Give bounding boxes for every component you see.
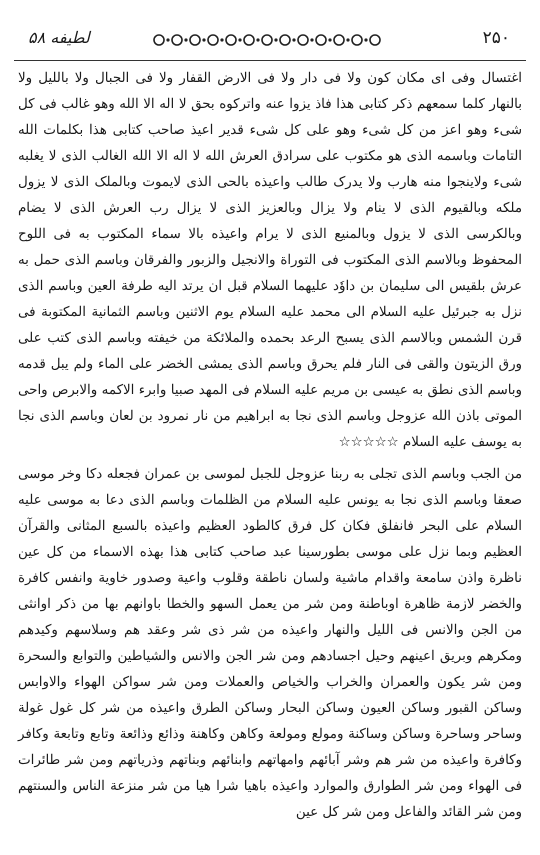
running-title: لطيفه ۵۸: [28, 28, 90, 47]
paragraph-1: اغتسال وفی ای مکان کون ولا فی دار ولا فی الارض القفار ولا فی الجبال ولا باللیل ولا بالنهار کلما سمعهم ذکر کتابی هذا فاذ یزوا عنه واترکوه بحق لا اله الا الله وهو غالب فی کل شیء وهو اعز من کل شیء وهو علی کل شیء قدیر اعیذ صاحب کتابی هذا بکلمات الله التامات وباسمه الذی هو مکتوب علی سرادق العرش الله لا اله الا الله الغالب الذی لا یغلبه شیء ولاینجوا منه هارب ولا یدرک طالب واعیذه بالحی الذی لایموت وبالملک الذی لا یزول ملکه وبالقیوم الذی لا ینام ولا یزال وبالعزیز الذی لا یزال رب العرش الذی لا یضام وبالکرسی الذی لا یزول وبالمنیع الذی لا یرام واعیذه بالا سماء المکتوب به فی اللوح المحفوظ وبالاسم الذی المکتوب فی التوراة والانجیل والزبور والفرقان وباسم الذی حمل به عرش بلقیس الی سلیمان بن داوٗد علیهما السلام قبل ان یرتد الیه طرفة العین وباسم الذی نزل به جبرئیل علیه السلام الی محمد علیه السلام یوم الاثنین وباسم الثمانیة المکتوبة فی قرن الشمس وبالاسم الذی یسبح الرعد بحمده والملائکة من خیفته وباسم الذی کتب علی ورق الزیتون والقی فی النار فلم یحرق وباسم الذی یمشی الخضر علی الماء ولم یبل قدمه وباسم الذی نطق به عیسی بن مریم علیه السلام فی المهد صبیا وابرء الاکمه والابرص واحی الموتی باذن الله عزوجل وباسم الذی نجا به ابراهیم من نار نمرود بن لعان وباسم الذی نجا به یوسف علیه السلام ☆☆☆☆☆: [18, 71, 522, 450]
ornamental-border: [152, 30, 384, 50]
page-header: [0, 22, 540, 58]
body-text: [18, 66, 522, 826]
paragraph-2: من الجب وباسم الذی تجلی به ربنا عزوجل للجبل لموسی بن عمران فجعله دکا وخر موسی صعقا وباسم الذی نجا به یونس علیه السلام من الظلمات وباسم الذی دعا به موسی علیه السلام علی البحر فانفلق فکان کل فرق کالطود العظیم واعیذه بالسبع المثانی والقرآن العظیم وبما نزل علی موسی بطورسینا عبد صاحب کتابی هذا بهذه الاسماء من کل عین ناظرة واذن سامعة واقدام ماشیة ولسان ناطقة وقلوب واعیة وصدور خاویة وانفس کافرة والخضر لازمة ظاهرة اوباطنة ومن شر من یعمل السهو والخطا باوانهم بها من ذکر اوانثی من الجن والانس فی اللیل والنهار واعیذه من شر ذی شر وعقد هم وسلاسهم وکیدهم ومکرهم وبریق اعینهم وحیل اجسادهم ومن شر الجن والانس والشیاطین والتوابع والسحرة ومن شر یکون والعمران والخراب والخیاص والعملات ومن شر سواکن الهواء والاوابس وساکن القبور وساکن العیون وساکن البحار وساکن الطرق واعیذه من شر کل غول غولة وساحر وساحرة وساکن وساکنة ومولع ومولعة وکاهن وکاهنة وذائع وذائعة وتابع وتابعة وکافر وکافرة واعیذه من شر هم وشر آبائهم وامهاتهم وابنائهم وبناتهم وذریاتهم ومن شر طائرات فی الهواء ومن شر الطوارق والموارد واعیذه باهیا شرا هیا من شر منزعة الناس والسنتهم ومن شر القائد والفاعل ومن شر کل عین: [18, 467, 522, 820]
page-number: ۲۵۰: [482, 28, 510, 48]
header-rule: [14, 60, 526, 61]
